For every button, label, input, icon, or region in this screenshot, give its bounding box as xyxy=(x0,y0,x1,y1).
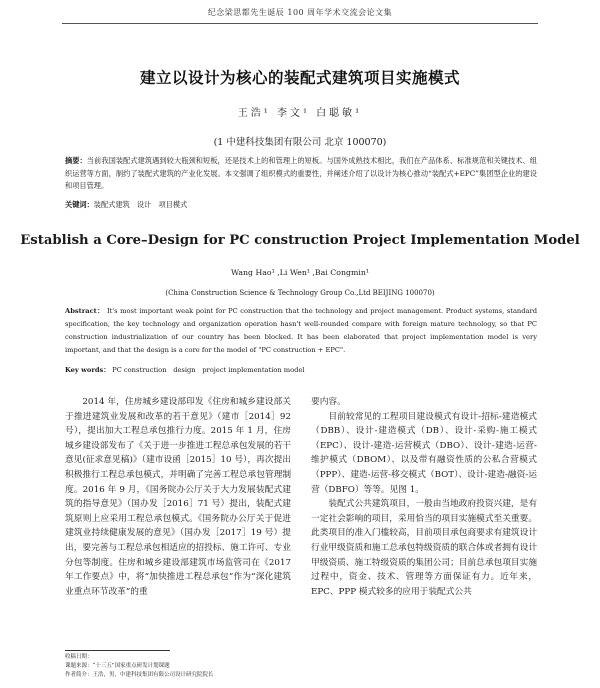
body-column-right xyxy=(311,395,537,599)
abstract-cn xyxy=(65,155,537,193)
keywords-cn-text: 装配式建筑 设计 项目模式 xyxy=(93,200,188,209)
authors-en: Wang Hao¹ ,Li Wen¹ ,Bai Congmin¹ xyxy=(230,268,369,277)
abstract-cn-label: 摘要： xyxy=(65,156,87,165)
footnote-funding: 课题来源：“十三五”国家重点研发计划课题 xyxy=(65,663,170,669)
footnote-rule xyxy=(65,650,170,651)
abstract-en-text: It's most important weak point for PC construction that the technology and project management. Product systems, standard specification, the key technology and organization operation hasn't well-rounded compare with foreign mature technology, so that PC construction industrialization of our country has been blocked. It has been elaborated that project implementation model is very important, and that the design is a core for the model of "PC construction + EPC". xyxy=(65,307,537,354)
body-paragraph: 2014 年，住房城乡建设部印发《住房和城乡建设部关于推进建筑业发展和改革的若干意见》（建市［2014］92 号），提出加大工程总承包推行力度。2015 年 1 月，住房城乡建设部发布了《关于进一步推进工程总承包发展的若干意见(征求意见稿)》（建市设函［2015］10 号），再次提出积极推行工程总承包模式，并明确了完善工程总承包管理制度。2016 年 9 月，《国务院办公厅关于大力发展装配式建筑的指导意见》（国办发［2016］71 号）提出，装配式建筑原则上应采用工程总承包模式。《国务院办公厅关于促进建筑业持续健康发展的意见》（国办发［2017］19 号）提出，要完善与工程总承包相适应的招投标、施工许可、专业分包等制度。住房和城乡建设部建筑市场监管司在《2017 年工作要点》中，将“加快推进工程总承包”作为“深化建筑业重点环节改革”的重 xyxy=(65,397,291,597)
footnote-received: 收稿日期： xyxy=(65,654,93,660)
paper-title-en: Establish a Core–Design for PC construction Project Implementation Model xyxy=(20,233,580,248)
affiliation-en: (China Construction Science & Technology Group Co.,Ltd BEIJING 100070) xyxy=(165,289,435,297)
authors-cn: 王浩¹ 李文¹ 白聪敏¹ xyxy=(237,108,363,119)
body-paragraph: 目前较常见的工程项目建设模式有设计-招标-建造模式（DBB）、设计-建造模式（DB）、设计-采购-施工模式（EPC）、设计-建造-运营模式（DBO）、设计-建造-运营-维护模式（DBOM）、以及带有融资性质的公私合营模式（PPP）、建造-运营-移交模式（BOT）、设计-建造-融资-运营（DBFO）等等。见图 1。 xyxy=(311,411,537,495)
body-column-left xyxy=(65,395,291,599)
abstract-en xyxy=(65,305,537,357)
affiliation-cn: (1 中建科技集团有限公司 北京 100070) xyxy=(213,137,387,148)
running-header: 纪念梁思都先生诞辰 100 周年学术交流会论文集 xyxy=(207,8,393,17)
body-paragraph: 要内容。 xyxy=(311,397,346,407)
keywords-cn xyxy=(65,199,537,211)
header-rule xyxy=(62,23,538,24)
footnote-author: 作者简介：王浩，男，中建科技集团有限公司设计研究院院长 xyxy=(65,672,214,678)
abstract-en-label: Abstract： xyxy=(65,307,105,315)
keywords-en-text: PC construction design project implementation model xyxy=(112,366,305,374)
paper-title-cn: 建立以设计为核心的装配式建筑项目实施模式 xyxy=(139,69,460,87)
abstract-cn-text: 当前我国装配式建筑遇到较大瓶颈和短板，还是技术上的和管理上的短板。与国外成熟技术相比，我们在产品体系、标准规范和关键技术、组织运营等方面，制约了装配式建筑的产业化发展。本文强调了组织模式的重要性，并阐述介绍了以设计为核心推动“装配式+EPC”集团型企业的建设和项目管理。 xyxy=(65,156,537,190)
body-paragraph: 装配式公共建筑项目，一般由当地政府投资兴建，是有一定社会影响的项目，采用恰当的项目实施模式至关重要。此类项目的准入门槛较高，目前项目承包商要求有建筑设计行业甲级资质和施工总承包特级资质的联合体或者拥有设计甲级资质、施工特级资质的集团公司；目前总承包项目实施过程中，资金、技术、管理等方面保证有力。近年来，EPC、PPP 模式较多的应用于装配式公共 xyxy=(311,499,537,597)
keywords-en xyxy=(65,365,537,376)
keywords-en-label: Key words： xyxy=(65,366,111,374)
keywords-cn-label: 关键词： xyxy=(65,200,94,209)
